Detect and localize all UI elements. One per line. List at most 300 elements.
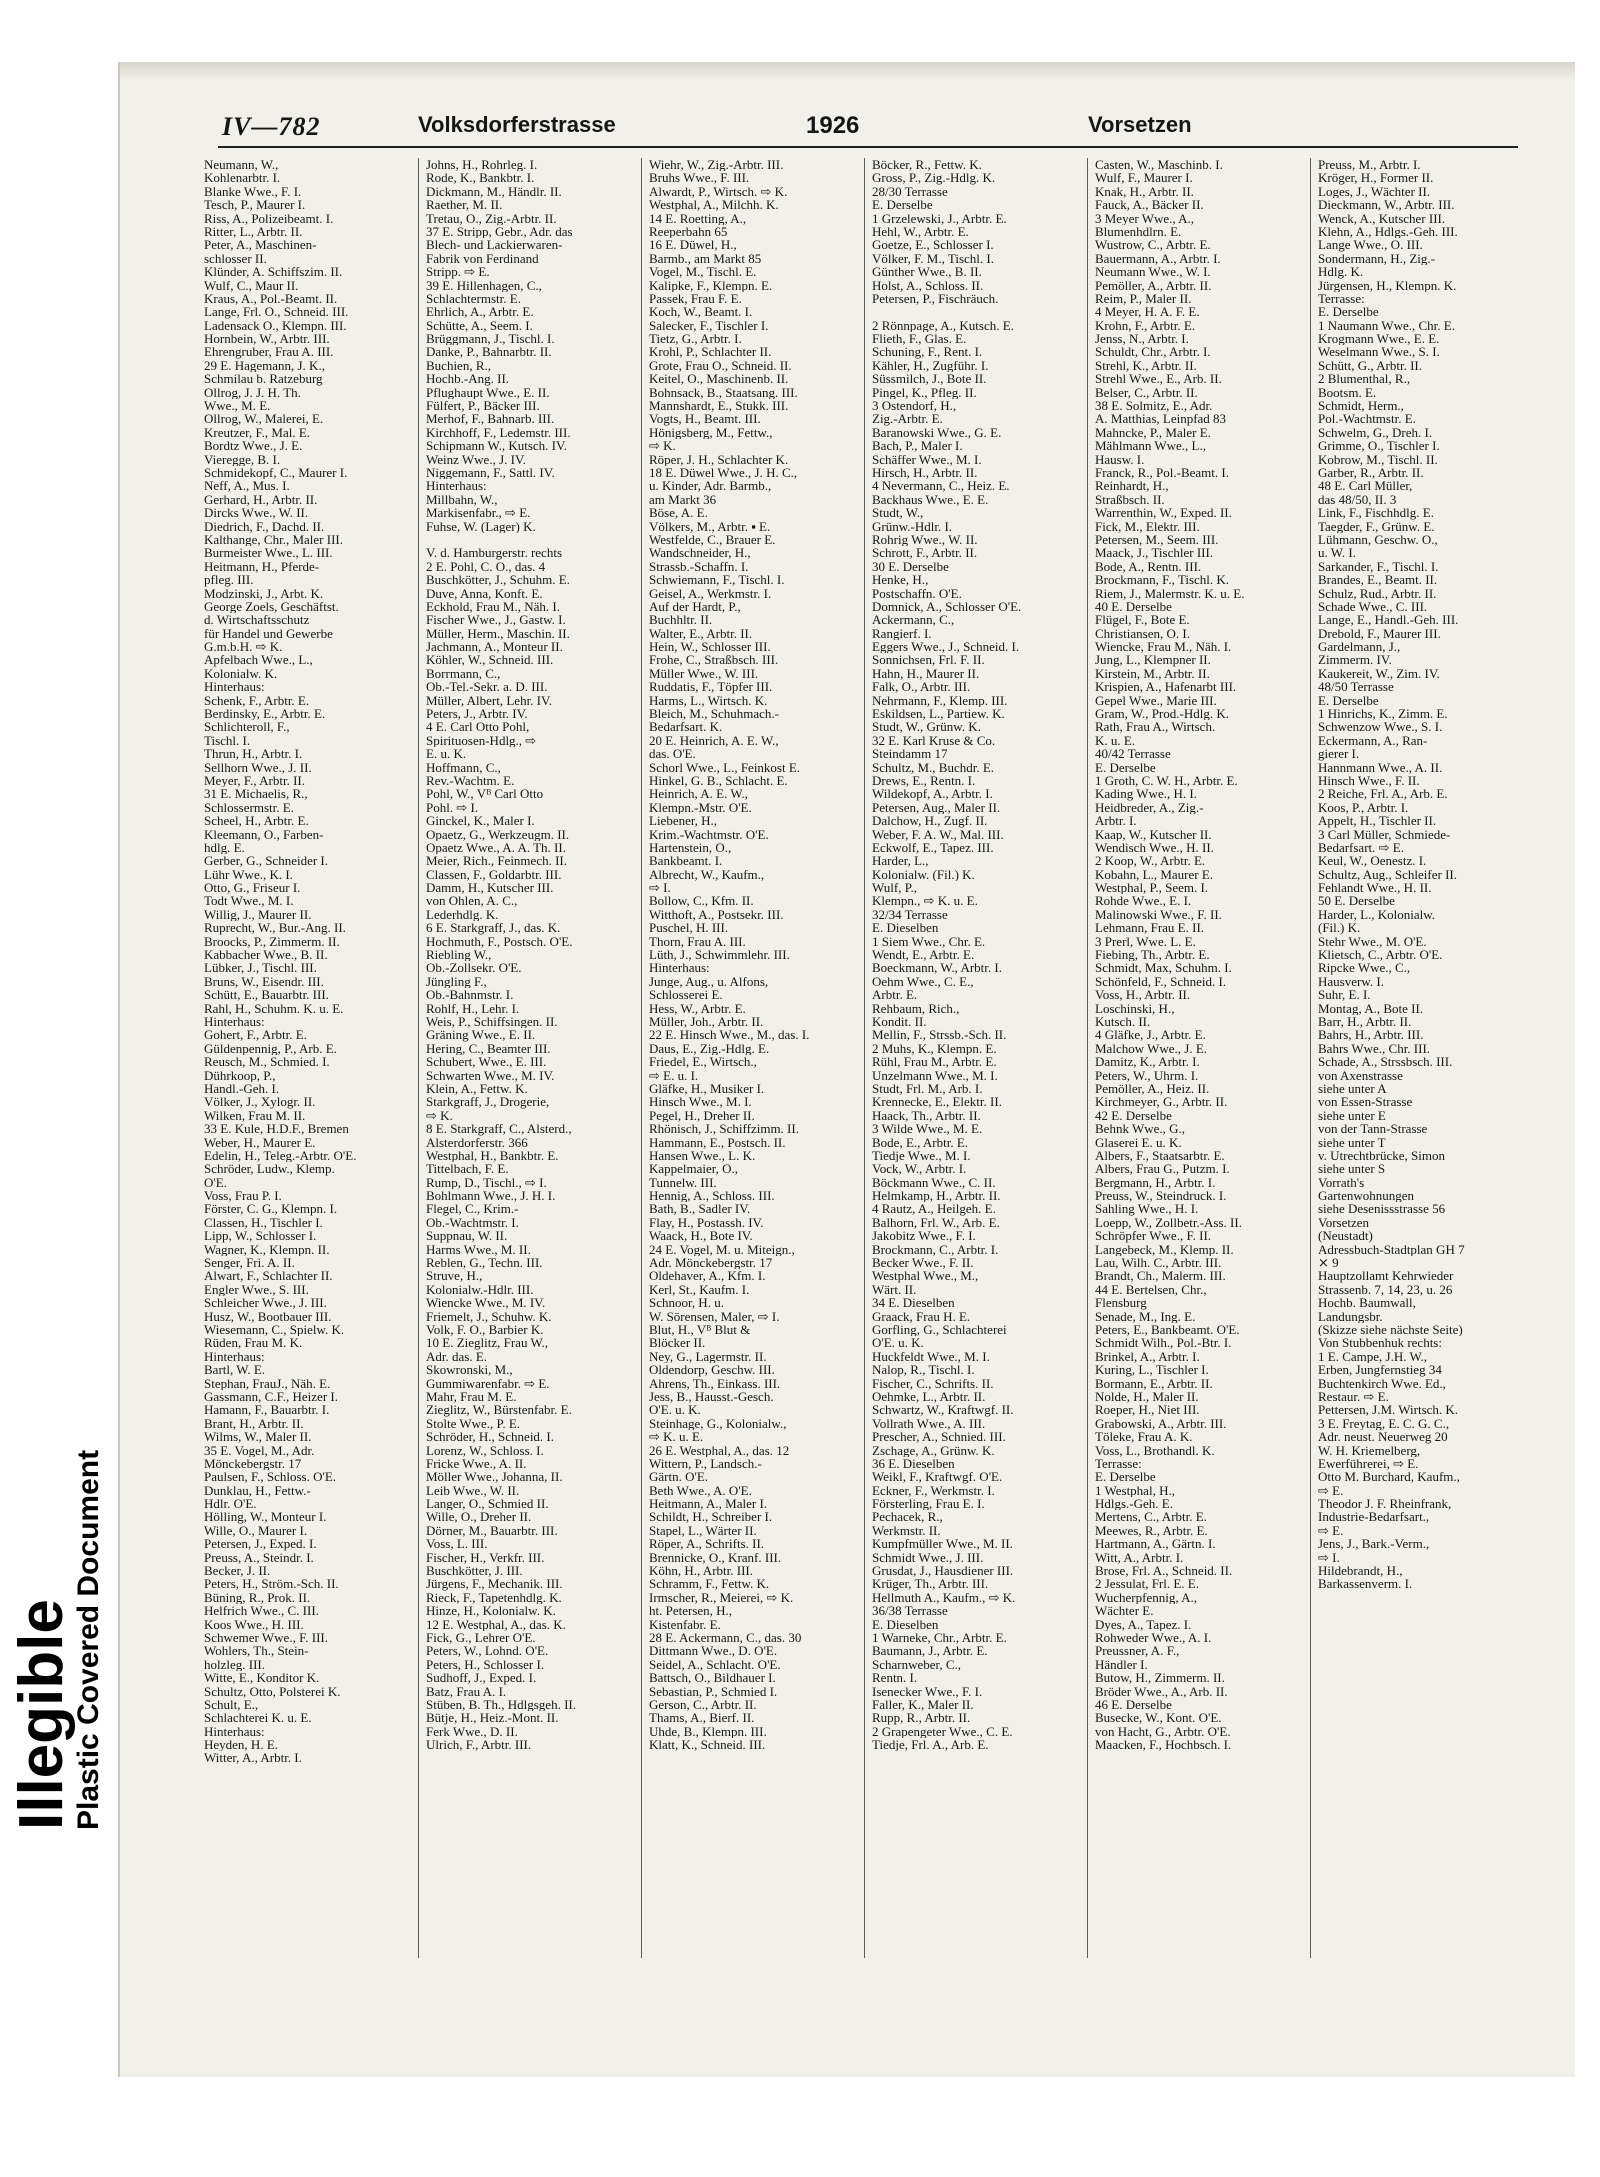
directory-entry: ht. Petersen, H., (649, 1604, 733, 1618)
directory-entry: Krim.-Wachtmstr. O'E. (649, 827, 769, 841)
directory-entry: Vorsetzen (1318, 1215, 1370, 1230)
directory-entry: Strehl Wwe., E., Arb. II. (1095, 372, 1222, 386)
directory-entry: Faller, K., Maler II. (872, 1697, 974, 1712)
directory-entry: 18 E. Düwel Wwe., J. H. C., (649, 465, 798, 480)
directory-entry: Schmidt, Max, Schuhm. I. (1095, 961, 1232, 975)
directory-entry: 4 Gläfke, J., Arbtr. E. (1095, 1028, 1206, 1042)
directory-entry: Flensburg (1095, 1296, 1147, 1310)
directory-entry: Baumann, J., Arbtr. E. (872, 1644, 988, 1658)
directory-entry: Wiencke, Frau M., Näh. I. (1095, 640, 1232, 654)
directory-entry: 30 E. Derselbe (872, 559, 949, 574)
directory-entry: Hamann, F., Bauarbtr. I. (204, 1403, 330, 1417)
directory-entry: Gräning Wwe., E. II. (426, 1028, 536, 1042)
directory-entry: 36/38 Terrasse (872, 1604, 948, 1618)
directory-entry: Dittmann Wwe., D. O'E. (649, 1644, 778, 1658)
directory-entry: Hering, C., Beamter III. (426, 1041, 551, 1056)
directory-entry: Sonnichsen, Frl. F. II. (872, 653, 985, 667)
directory-entry: 32/34 Terrasse (872, 907, 948, 922)
directory-entry: Dührkoop, P., (204, 1068, 276, 1082)
directory-entry: Battsch, O., Bildhauer I. (649, 1671, 776, 1685)
directory-entry: Ritter, L., Arbtr. II. (204, 224, 303, 239)
directory-entry: Kalipke, F., Klempn. E. (649, 278, 773, 292)
directory-entry: Ollrog, J. J. H. Th. (204, 385, 301, 400)
directory-entry: Pemöller, A., Arbtr. II. (1095, 278, 1212, 292)
directory-entry: Sebastian, P., Schmied I. (649, 1684, 778, 1698)
directory-entry: Koch, W., Beamt. I. (649, 305, 753, 319)
directory-entry: Schröder, H., Schneid. I. (426, 1430, 555, 1444)
directory-entry: 1 Naumann Wwe., Chr. E. (1318, 318, 1455, 333)
directory-entry: Wulf, F., Maurer I. (1095, 171, 1193, 185)
directory-entry: Schmidt Wilh., Pol.-Btr. I. (1095, 1336, 1232, 1350)
directory-entry: Becker Wwe., F. II. (872, 1256, 974, 1270)
directory-entry: siehe Desenissstrasse 56 (1318, 1202, 1446, 1216)
directory-entry: 39 E. Hillenhagen, C., (426, 278, 542, 292)
directory-entry: 24 E. Vogel, M. u. Miteign., (649, 1242, 795, 1257)
directory-entry: Klempn., ⇨ K. u. E. (872, 894, 978, 908)
directory-entry: Seidel, A., Schlacht. O'E. (649, 1657, 781, 1672)
directory-entry: Wucherpfennig, A., (1095, 1590, 1198, 1605)
directory-entry: Maacken, F., Hochbsch. I. (1095, 1738, 1232, 1752)
directory-entry: Wohlers, Th., Stein- (204, 1644, 309, 1658)
directory-entry: Engler Wwe., S. III. (204, 1282, 309, 1297)
directory-entry: Dunklau, H., Fettw.- (204, 1483, 311, 1498)
directory-entry: Schwemer Wwe., F. III. (204, 1630, 328, 1645)
directory-entry: Gepel Wwe., Marie III. (1095, 693, 1217, 708)
directory-entry: Liebener, H., (649, 814, 718, 828)
directory-entry: Ob.-Bahnmstr. I. (426, 988, 514, 1002)
directory-entry: Pohl, W., Vᴮ Carl Otto (426, 787, 544, 801)
directory-entry: Bartl, W. E. (204, 1363, 266, 1377)
directory-entry: Heyden, H. E. (204, 1738, 279, 1752)
directory-entry: Rupp, R., Arbtr. II. (872, 1711, 971, 1725)
directory-entry: Westphal, H., Bankbtr. E. (426, 1148, 559, 1163)
directory-column (204, 158, 386, 1963)
directory-entry: Starkgraff, J., Drogerie, (426, 1095, 550, 1109)
directory-entry: Sellhorn Wwe., J. II. (204, 760, 312, 774)
directory-entry: Salecker, F., Tischler I. (649, 318, 769, 333)
directory-entry: Schlichteroll, F., (204, 720, 290, 734)
directory-entry: Husz, W., Bootbauer III. (204, 1309, 332, 1323)
illegible-label: Illegible (7, 1599, 76, 1830)
directory-entry: Kabbacher Wwe., B. II. (204, 948, 328, 962)
directory-entry: siehe unter T (1318, 1135, 1386, 1149)
directory-entry: Backhaus Wwe., E. E. (872, 492, 989, 507)
directory-entry: Eckwolf, E., Tapez. III. (872, 840, 994, 855)
directory-entry: Grabowski, A., Arbtr. III. (1095, 1416, 1227, 1431)
directory-entry: pfleg. III. (204, 573, 254, 587)
directory-entry: Batz, Frau A. I. (426, 1684, 507, 1698)
directory-entry: Zschage, A., Grünw. K. (872, 1443, 995, 1457)
directory-entry: Auf der Hardt, P., (649, 599, 741, 614)
directory-entry: Böckmann Wwe., C. II. (872, 1175, 996, 1190)
directory-entry: Mönckebergstr. 17 (204, 1456, 302, 1471)
directory-entry: Harder, L., (872, 854, 929, 868)
directory-entry: Günther Wwe., B. II. (872, 265, 982, 279)
directory-entry: Modzinski, J., Arbt. K. (204, 586, 324, 600)
directory-entry: Heidbreder, A., Zig.- (1095, 800, 1204, 815)
directory-entry: Mahr, Frau M. E. (426, 1389, 517, 1404)
directory-entry: (Skizze siehe nächste Seite) (1318, 1322, 1463, 1337)
directory-entry: Schmidt, Herm., (1318, 399, 1404, 413)
directory-entry: Huckfeldt Wwe., M. I. (872, 1349, 990, 1364)
directory-entry: 42 E. Derselbe (1095, 1108, 1172, 1123)
directory-entry: Ob.-Tel.-Sekr. a. D. III. (426, 680, 548, 694)
directory-entry: Ob.-Wachtmstr. I. (426, 1215, 519, 1230)
directory-entry: Wille, O., Maurer I. (204, 1523, 308, 1538)
directory-entry: Hennig, A., Schloss. III. (649, 1189, 775, 1203)
directory-entry: Gerber, G., Schneider I. (204, 854, 329, 868)
directory-entry: Blumenhdlrn. E. (1095, 224, 1182, 239)
directory-entry: Preuss, M., Arbtr. I. (1318, 158, 1421, 172)
directory-entry: 38 E. Solmitz, E., Adr. (1095, 399, 1213, 413)
directory-entry: Gorfling, G., Schlachterei (872, 1322, 1007, 1337)
directory-entry: Heitmann, H., Pferde- (204, 559, 320, 574)
directory-entry: A. Matthias, Leinpfad 83 (1095, 412, 1227, 426)
directory-entry: Vock, W., Arbtr. I. (872, 1162, 967, 1176)
directory-entry: Weis, P., Schiffsingen. II. (426, 1015, 558, 1029)
directory-entry: Bütje, H., Heiz.-Mont. II. (426, 1711, 559, 1725)
directory-entry: Gassmann, C.F., Heizer I. (204, 1389, 338, 1404)
directory-entry: Glaserei E. u. K. (1095, 1135, 1182, 1149)
directory-entry: Brüggmann, J., Tischl. I. (426, 332, 555, 346)
directory-entry: Jess, B., Hausst.-Gesch. (649, 1389, 774, 1404)
directory-entry: Petersen, J., Exped. I. (204, 1537, 317, 1551)
directory-entry: 35 E. Vogel, M., Adr. (204, 1443, 315, 1457)
directory-entry: Stephan, FrauJ., Näh. E. (204, 1376, 331, 1390)
directory-entry: Tiedje Wwe., M. I. (872, 1148, 971, 1163)
page-header (218, 112, 1518, 148)
directory-entry: Langebeck, M., Klemp. II. (1095, 1242, 1234, 1257)
directory-entry: Scheel, H., Arbtr. E. (204, 814, 309, 828)
directory-entry: Grimme, O., Tischler I. (1318, 439, 1440, 453)
directory-entry: von der Tann-Strasse (1318, 1122, 1428, 1136)
directory-entry: Alwart, F., Schlachter II. (204, 1269, 333, 1283)
directory-entry: Dalchow, H., Zugf. II. (872, 814, 988, 828)
directory-entry: Rev.-Wachtm. E. (426, 773, 515, 788)
directory-entry: 29 E. Hagemann, J. K., (204, 358, 325, 373)
directory-entry: Bröder Wwe., A., Arb. II. (1095, 1684, 1228, 1698)
directory-entry: Müller Wwe., W. III. (649, 666, 759, 681)
directory-entry: Krohl, P., Schlachter II. (649, 345, 772, 359)
directory-entry: Bootsm. E. (1318, 385, 1377, 400)
directory-entry: Sondermann, H., Zig.- (1318, 251, 1435, 266)
directory-entry: Flegel, C., Krim.- (426, 1202, 519, 1216)
directory-entry: Falk, O., Arbtr. III. (872, 680, 971, 694)
directory-entry: 3 Prerl, Wwe. L. E. (1095, 934, 1196, 949)
directory-entry: 12 E. Westphal, A., das. K. (426, 1617, 566, 1631)
directory-entry: Montag, A., Bote II. (1318, 1001, 1424, 1015)
directory-entry: Wiencke Wwe., M. IV. (426, 1296, 546, 1310)
directory-entry: Ewerführerei, ⇨ E. (1318, 1456, 1419, 1471)
directory-entry: 2 Reiche, Frl. A., Arb. E. (1318, 787, 1448, 801)
directory-entry: Ahrens, Th., Einkass. III. (649, 1376, 781, 1390)
directory-entry: Langer, O., Schmied II. (426, 1497, 549, 1511)
directory-entry: Schleicher Wwe., J. III. (204, 1296, 327, 1310)
directory-entry: Harder, L., Kolonialw. (1318, 907, 1436, 922)
plastic-cover-label (0, 820, 105, 1840)
directory-entry: Schuning, F., Rent. I. (872, 345, 983, 359)
directory-entry: siehe unter E (1318, 1108, 1386, 1123)
directory-entry: O'E. u. K. (872, 1336, 924, 1350)
directory-entry: Zieglitz, W., Bürstenfabr. E. (426, 1403, 572, 1417)
directory-entry: Berdinsky, E., Arbtr. E. (204, 707, 326, 721)
directory-entry: Meier, Rich., Feinmech. II. (426, 854, 567, 868)
directory-entry: Wilken, Frau M. II. (204, 1108, 306, 1123)
directory-entry: Witter, A., Arbtr. I. (204, 1751, 302, 1765)
directory-entry: Wulf, P., (872, 881, 917, 895)
directory-entry: Ferk Wwe., D. II. (426, 1724, 518, 1739)
directory-entry: Adr. neust. Neuerweg 20 (1318, 1430, 1448, 1444)
directory-entry: Müller, Joh., Arbtr. II. (649, 1015, 764, 1029)
directory-entry: Rhönisch, J., Schiffzimm. II. (649, 1122, 799, 1136)
directory-entry: Peter, A., Maschinen- (204, 238, 317, 252)
directory-entry: Buchhltr. II. (649, 613, 713, 627)
directory-entry: Peters, E., Bankbeamt. O'E. (1095, 1322, 1240, 1337)
directory-entry: Kirchmeyer, G., Arbtr. II. (1095, 1095, 1228, 1109)
directory-entry: Wildekopf, A., Arbtr. I. (872, 787, 993, 801)
directory-entry: Völker, J., Xylogr. II. (204, 1095, 316, 1109)
directory-entry: Niggemann, F., Sattl. IV. (426, 465, 555, 480)
directory-entry: v. Utrechtbrücke, Simon (1318, 1148, 1445, 1163)
directory-entry: ⇨ I. (649, 881, 671, 895)
directory-entry: Arbtr. E. (872, 988, 918, 1002)
directory-entry: Keitel, O., Maschinenb. II. (649, 372, 789, 386)
directory-entry: Pol.-Wachtmstr. E. (1318, 412, 1416, 426)
directory-entry: Schwelm, G., Dreh. I. (1318, 425, 1433, 440)
directory-entry: Reinhardt, H., (1095, 479, 1169, 493)
directory-entry: Schmidekopf, C., Maurer I. (204, 465, 348, 480)
directory-entry: Broocks, P., Zimmerm. II. (204, 934, 340, 949)
directory-entry: Albers, Frau G., Putzm. I. (1095, 1162, 1230, 1176)
street-heading: Volksdorferstrasse (418, 112, 616, 137)
directory-entry: Nehrmann, F., Klemp. III. (872, 693, 1008, 708)
directory-entry: Ackermann, C., (872, 613, 955, 627)
directory-entry: Adr. Mönckebergstr. 17 (649, 1256, 773, 1270)
column-divider (1310, 158, 1311, 1958)
directory-entry: 48/50 Terrasse (1318, 680, 1394, 694)
directory-entry: Werkmstr. II. (872, 1523, 941, 1538)
directory-entry: Steinhage, G., Kolonialw., (649, 1416, 787, 1431)
directory-entry: Gardelmann, J., (1318, 640, 1401, 654)
directory-entry: Blöcker II. (649, 1336, 706, 1350)
directory-entry: Otto, G., Friseur I. (204, 881, 301, 895)
directory-entry: Strassenb. 7, 14, 23, u. 26 (1318, 1282, 1453, 1297)
directory-entry: Rentn. I. (872, 1671, 918, 1685)
directory-entry: u. Kinder, Adr. Barmb., (649, 479, 772, 493)
directory-entry: Landungsbr. (1318, 1309, 1383, 1323)
directory-entry: Kähler, H., Zugführ. I. (872, 358, 989, 373)
directory-column (649, 158, 831, 1963)
directory-entry: Schwiemann, F., Tischl. I. (649, 573, 785, 587)
directory-entry: Helmkamp, H., Arbtr. II. (872, 1189, 1001, 1203)
directory-entry: Peters, W., Lohnd. O'E. (426, 1644, 549, 1658)
directory-entry: Schrott, F., Arbtr. II. (872, 546, 978, 560)
directory-entry: Danke, P., Bahnarbtr. II. (426, 345, 552, 359)
directory-entry: Zimmerm. IV. (1318, 653, 1392, 667)
directory-entry: Stüben, B. Th., Hdlgsgeh. II. (426, 1697, 576, 1712)
directory-entry: Müller, Albert, Lehr. IV. (426, 693, 552, 708)
directory-entry: Peters, H., Schlosser I. (426, 1657, 545, 1672)
directory-entry: O'E. u. K. (649, 1403, 701, 1417)
directory-entry: Gross, P., Zig.-Hdlg. K. (872, 171, 996, 185)
directory-entry: Geisel, A., Werkmstr. I. (649, 586, 772, 600)
directory-entry: Schultz, Otto, Polsterei K. (204, 1684, 341, 1698)
directory-entry: Flieth, F., Glas. E. (872, 332, 967, 346)
directory-entry: Schult, E., (204, 1697, 259, 1712)
directory-entry: Franck, R., Pol.-Beamt. I. (1095, 465, 1229, 480)
directory-entry: Reim, P., Maler II. (1095, 291, 1192, 306)
directory-entry: Kröger, H., Former II. (1318, 171, 1434, 185)
directory-entry: 37 E. Stripp, Gebr., Adr. das (426, 224, 573, 239)
directory-entry: Jüngling F., (426, 974, 487, 989)
directory-entry: Weselmann Wwe., S. I. (1318, 345, 1440, 359)
directory-entry: Bode, E., Arbtr. E. (872, 1135, 969, 1149)
directory-entry: Vieregge, B. I. (204, 452, 281, 466)
directory-entry: Hdlr. O'E. (204, 1497, 257, 1511)
directory-entry: 3 Carl Müller, Schmiede- (1318, 827, 1451, 841)
directory-entry: (Fil.) K. (1318, 921, 1361, 935)
directory-entry: Raether, M. II. (426, 198, 503, 212)
directory-entry: Lange Wwe., O. III. (1318, 238, 1423, 252)
directory-entry: Gartenwohnungen (1318, 1189, 1415, 1203)
directory-entry: Theodor J. F. Rheinfrank, (1318, 1497, 1452, 1511)
directory-entry: Kumpfmüller Wwe., M. II. (872, 1537, 1013, 1551)
directory-entry: Henke, H., (872, 573, 929, 587)
directory-entry: Oldendorp, Geschw. III. (649, 1363, 775, 1377)
directory-entry: Hehl, W., Arbtr. E. (872, 224, 969, 239)
directory-entry: Eskildsen, L., Partiew. K. (872, 707, 1005, 721)
directory-entry: Klietsch, C., Arbtr. O'E. (1318, 948, 1443, 962)
directory-entry: Pegel, H., Dreher II. (649, 1108, 755, 1123)
directory-entry: Rohweder Wwe., A. I. (1095, 1630, 1212, 1645)
directory-entry: Klünder, A. Schiffszim. II. (204, 265, 343, 279)
directory-entry: Tunnelw. III. (649, 1175, 717, 1190)
directory-entry: Suppnau, W. II. (426, 1229, 508, 1243)
directory-entry: ⨯ 9 (1318, 1256, 1339, 1270)
directory-entry: Böse, A. E. (649, 506, 708, 520)
directory-entry: 31 E. Michaelis, R., (204, 787, 308, 801)
directory-entry: Hinterhaus: (204, 1349, 265, 1364)
directory-entry: Strassb.-Schaffn. I. (649, 559, 749, 574)
directory-entry: Kleemann, O., Farben- (204, 827, 324, 841)
directory-entry: Mellin, F., Strssb.-Sch. II. (872, 1028, 1007, 1042)
directory-entry: 1 Siem Wwe., Chr. E. (872, 934, 986, 949)
directory-entry: 32 E. Karl Kruse & Co. (872, 733, 996, 748)
directory-entry: Brennicke, O., Kranf. III. (649, 1550, 782, 1565)
directory-entry: Roeper, H., Niet III. (1095, 1403, 1200, 1417)
directory-entry: Straßbsch. II. (1095, 492, 1165, 507)
directory-entry: 1 Hinrichs, K., Zimm. E. (1318, 707, 1448, 721)
directory-entry: Riem, J., Malermstr. K. u. E. (1095, 586, 1245, 600)
directory-entry: Studt, Frl. M., Arb. I. (872, 1081, 983, 1096)
directory-entry: Opaetz, G., Werkzeugm. II. (426, 827, 570, 841)
directory-entry: Alsterdorferstr. 366 (426, 1135, 528, 1149)
directory-entry: Jachmann, A., Monteur II. (426, 640, 563, 654)
directory-entry: Röper, A., Schrifts. II. (649, 1537, 765, 1551)
directory-entry: Harms Wwe., M. II. (426, 1242, 531, 1257)
directory-entry: Jung, L., Klempner II. (1095, 653, 1211, 667)
directory-entry: Lübker, J., Tischl. III. (204, 961, 317, 975)
directory-entry: Beth Wwe., A. O'E. (649, 1483, 752, 1498)
directory-entry: Edelin, H., Teleg.-Arbtr. O'E. (204, 1148, 357, 1163)
directory-entry: Hinterhaus: (204, 680, 265, 694)
directory-entry: Schubert, Wwe., E. III. (426, 1055, 547, 1069)
directory-entry: Hinze, H., Kolonialw. K. (426, 1604, 556, 1618)
directory-entry: Süssmilch, J., Bote II. (872, 372, 987, 386)
directory-entry: Hildebrandt, H., (1318, 1564, 1403, 1578)
directory-entry: Blut, H., Vᴮ Blut & (649, 1322, 751, 1337)
directory-entry: Kondit. II. (872, 1015, 927, 1029)
directory-entry: Schütt, G., Arbtr. II. (1318, 358, 1422, 373)
directory-entry: Völkers, M., Arbtr. ▪ E. (649, 519, 771, 533)
directory-entry: Weber, H., Maurer E. (204, 1135, 316, 1149)
directory-entry: Frohe, C., Straßbsch. III. (649, 653, 779, 667)
directory-entry: Jakobitz Wwe., F. I. (872, 1229, 976, 1243)
directory-entry: E. Dieselben (872, 921, 939, 935)
directory-entry: Pemöller, A., Heiz. II. (1095, 1081, 1210, 1096)
directory-entry: Duve, Anna, Konft. E. (426, 586, 543, 600)
directory-entry: Försterling, Frau E. I. (872, 1497, 985, 1511)
directory-entry: Ob.-Zollsekr. O'E. (426, 961, 522, 975)
directory-entry: Förster, C. G., Klempn. I. (204, 1202, 338, 1216)
directory-entry: Brose, Frl. A., Schneid. II. (1095, 1564, 1233, 1578)
directory-entry: Stehr Wwe., M. O'E. (1318, 934, 1427, 949)
column-divider (864, 158, 865, 1958)
directory-entry: ⇨ E. (1318, 1483, 1344, 1498)
directory-entry: Brockmann, F., Tischl. K. (1095, 573, 1230, 587)
directory-entry: E. Derselbe (1095, 760, 1156, 774)
directory-entry: Alwardt, P., Wirtsch. ⇨ K. (649, 184, 788, 199)
directory-entry: Graack, Frau H. E. (872, 1309, 971, 1323)
directory-entry: K. u. E. (1095, 733, 1136, 748)
directory-entry: ⇨ I. (1318, 1550, 1340, 1565)
directory-entry: Ney, G., Lagermstr. II. (649, 1349, 767, 1364)
directory-entry: Rüden, Frau M. K. (204, 1336, 303, 1350)
directory-entry: Hochmuth, F., Postsch. O'E. (426, 934, 573, 949)
directory-entry: Brandt, Ch., Malerm. III. (1095, 1269, 1226, 1283)
directory-entry: Stripp. ⇨ E. (426, 265, 490, 279)
directory-entry: Eckermann, A., Ran- (1318, 733, 1428, 748)
directory-entry: Fischer Wwe., J., Gastw. I. (426, 613, 566, 627)
directory-entry: Bahrs, H., Arbtr. III. (1318, 1028, 1424, 1042)
column-divider (641, 158, 642, 1958)
directory-entry: Pohl. ⇨ I. (426, 800, 479, 815)
directory-entry: Von Stubbenhuk rechts: (1318, 1336, 1442, 1350)
directory-entry: Grünw.-Hdlr. I. (872, 519, 953, 533)
directory-entry: Voss, L., Brothandl. K. (1095, 1443, 1215, 1457)
directory-entry: 40/42 Terrasse (1095, 747, 1171, 761)
directory-entry: Kolonialw.-Hdlr. III. (426, 1282, 534, 1297)
directory-entry: Brinkel, A., Arbtr. I. (1095, 1349, 1200, 1364)
directory-entry: Preussner, A. F., (1095, 1644, 1180, 1658)
directory-entry: Meewes, R., Arbtr. E. (1095, 1523, 1208, 1538)
directory-entry: Merhof, F., Bahnarb. III. (426, 412, 555, 426)
directory-entry: Hdlg. K. (1318, 265, 1364, 279)
directory-entry: Passek, Frau F. E. (649, 291, 742, 306)
directory-entry: Adr. das. E. (426, 1349, 488, 1364)
directory-entry: Schmidt Wwe., J. III. (872, 1550, 984, 1565)
directory-entry: Grote, Frau O., Schneid. II. (649, 358, 792, 373)
directory-entry: 10 E. Zieglitz, Frau W., (426, 1336, 549, 1350)
directory-entry: Uhde, B., Klempn. III. (649, 1724, 767, 1739)
directory-entry: Voss, H., Arbtr. II. (1095, 988, 1191, 1002)
directory-entry: 6 E. Starkgraff, J., das. K. (426, 921, 561, 935)
directory-entry: Drews, E., Rentn. I. (872, 773, 976, 788)
directory-entry: Stapel, L., Wärter II. (649, 1523, 757, 1538)
directory-entry: Hinterhaus: (204, 1724, 265, 1739)
directory-entry: Rahl, H., Schuhm. K. u. E. (204, 1001, 344, 1015)
directory-entry: Oehmke, L., Arbtr. II. (872, 1389, 986, 1404)
